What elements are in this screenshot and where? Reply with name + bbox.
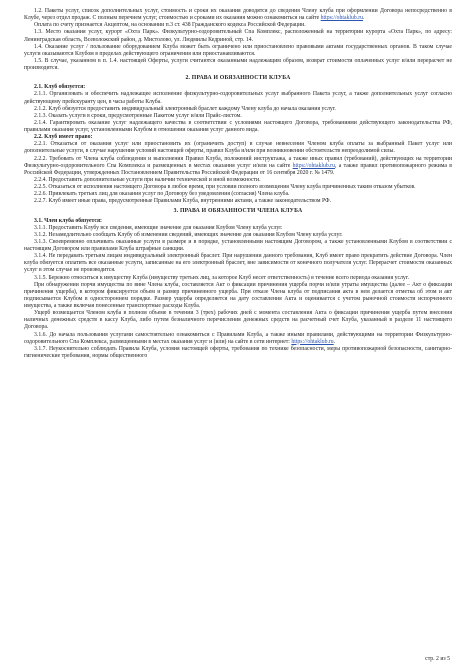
- website-link[interactable]: https://ohtaklub.ru: [292, 162, 335, 169]
- paragraph-text-tail: .: [333, 338, 336, 345]
- paragraph: [24, 239, 452, 253]
- paragraph-text: 2.1.2. Клуб обязуется предоставить индивидуальный электронный браслет каждому Члену клуба до начала оказания услуг.: [34, 105, 336, 112]
- paragraph-text: 2.2.5. Отказаться от исполнения настоящего Договора в любое время, при условии полного возмещения Члену клуба причиненных таким отказом убытков.: [34, 184, 416, 190]
- paragraph-text: 2.2. Клуб имеет право:: [34, 134, 93, 141]
- paragraph-text: 1.3. Место оказания услуг, курорт «Охта Парк». Физкультурно-оздоровительный Спа Комплекс, расположенный на территории курорта «Охта Парк», по адресу: Ленинградская область, Всеволожский район, д. Мистолово, ул. Людмилы Кедриной, стр. 14.: [24, 29, 452, 43]
- paragraph-text: 2.2.1. Отказаться от оказания услуг или приостановить их (ограничить доступ) в случае невнесения Членом клуба оплаты за выбранный Пакет услуг или дополнительные услуги, в случае нарушения условий настоящей оферты, правил Клуба и/или при возникновении обстоятельств непреодолимой силы.: [24, 141, 452, 155]
- paragraph: [24, 8, 452, 22]
- paragraph-text: 2.2.6. Привлекать третьих лиц для оказания услуг по Договору без уведомления (согласия) Члена клуба.: [34, 191, 290, 198]
- paragraph: [24, 177, 452, 184]
- paragraph-text: 2.1.4. Гарантировать оказание услуг надлежащего качества в соответствии с условиями настоящего Договора, требованиями действующего законодательства РФ, правилами оказания услуг, установленными Клубом в отношении оказания услуг данного вида.: [24, 119, 452, 133]
- paragraph-text: 3.1.6. До начала пользования услугами самостоятельно ознакомиться с Правилами Клуба, а также иными правилами, действующими на территории Физкультурно-оздоровительного Спа Комплекса, размещенными в местах оказания услуг и (или) на сайте в сети интернет:: [24, 331, 452, 345]
- paragraph: [24, 198, 452, 205]
- paragraph: [24, 156, 452, 177]
- paragraph: [24, 253, 452, 274]
- paragraph-text: 3.1.4. Не передавать третьим лицам индивидуальный электронный браслет. При нарушении данного требования, Клуб имеет право прекратить действие Договора. Член клуба обязуется оплатить все оказанные услуги, записанные на его электронный браслет, вне зависимости от конечного получателя услуг. Перерасчет стоимости оказанных услуг в этом случае не производится.: [24, 253, 452, 274]
- paragraph-text-tail: .: [362, 15, 365, 22]
- paragraph: [24, 275, 452, 282]
- page-number: стр. 2 из 5: [425, 655, 450, 662]
- paragraph-text: 2.2.4. Предоставить дополнительные услуги при наличии технической и иной возможности.: [34, 176, 261, 183]
- paragraph-text: 1.4. Оказание услуг / пользование оборудованием Клуба может быть ограничено или приостановлено правовыми актами государственных органов. В таком случае услуги оказываются Клубом в пределах действующего ограничения или приостанавливаются.: [24, 43, 452, 57]
- paragraph-text: 2.2.7. Клуб имеет иные права, предусмотренные Правилами Клуба, внутренними актами, а также законодательством РФ.: [34, 198, 332, 205]
- paragraph: [24, 113, 452, 120]
- paragraph: [24, 58, 452, 72]
- paragraph: [24, 44, 452, 58]
- section-heading: [24, 75, 452, 82]
- paragraph-text: 2.1. Клуб обязуется:: [34, 84, 86, 91]
- paragraph-text: 3.1.5. Бережно относиться к имуществу Клуба (имуществу третьих лиц, за которое Клуб несет ответственность) в течение всего периода оказания услуг.: [34, 274, 409, 281]
- subsection-heading: [24, 218, 452, 225]
- paragraph: [24, 225, 452, 232]
- paragraph: [24, 346, 452, 360]
- section-heading: [24, 208, 452, 215]
- paragraph: [24, 106, 452, 113]
- paragraph: [24, 282, 452, 311]
- paragraph-text: 2.2.2. Требовать от Члена клуба соблюдения и выполнения Правил Клуба, положений инструктажа, а также иных правил (требований), действующих на территории Физкультурно-оздоровительного Спа Комплекса и размещенных в местах оказания услуг и/или на сайте: [24, 155, 452, 169]
- paragraph-text: Оплата по счету признается Акцептом, на основании п.3 ст. 438 Гражданского кодекса Российской Федерации.: [34, 22, 306, 29]
- document-body: [24, 8, 452, 360]
- paragraph-text: 3.1.1. Предоставить Клубу все сведения, имеющие значение для оказания Клубом Члену клуба услуг.: [34, 224, 283, 231]
- paragraph-text: 2.1.1. Организовать и обеспечить надлежащее исполнение физкультурно-оздоровительных услуг выбранного Пакета услуг, а также дополнительных услуг согласно действующему прейскуранту цен, в часы работы Клуба.: [24, 91, 452, 105]
- paragraph-text: 2. ПРАВА И ОБЯЗАННОСТИ КЛУБА: [185, 75, 291, 82]
- paragraph-text: 3.1.7. Неукоснительно соблюдать Правила Клуба, условия настоящей оферты, требования по технике безопасности, меры противопожарной безопасности, санитарно-гигиенические требования, нормы общественного: [24, 345, 452, 359]
- website-link[interactable]: https://ohtaklub.ru: [320, 15, 363, 22]
- paragraph-text: 3. ПРАВА И ОБЯЗАННОСТИ ЧЛЕНА КЛУБА: [173, 208, 303, 215]
- paragraph: [24, 141, 452, 155]
- paragraph-text: 3.1. Член клуба обязуется:: [34, 217, 102, 224]
- paragraph: [24, 29, 452, 43]
- paragraph-text: При обнаружении порчи имущества по вине Члена клуба, составляется Акт о фиксации причинения ущерба порчи и/или утраты имущества (далее – Акт о фиксации причинения ущерба), в котором фиксируется объем и размер причиненного ущерба. При отказе Члена клуба от подписания акта в нем делается отметка об этом и акт подписывается Клубом в одностороннем порядке. Размер ущерба определяется на дату составления Акта и оценивается с учетом рыночной стоимости испорченного имущества, а также включая понесенные транспортные расходы Клуба.: [24, 281, 452, 309]
- paragraph: [24, 332, 452, 346]
- paragraph-text: 3.1.3. Своевременно оплачивать оказанные услуги в размере и в порядке, установленными настоящим Договором, а также установленными Клубом в соответствии с настоящим Договором или правилами Клуба штрафные санкции.: [24, 238, 452, 252]
- paragraph-text: Ущерб возмещается Членом клуба в полном объеме в течении 3 (трех) рабочих дней с момента составления Акта о фиксации причинения ущерба путем внесения наличных денежных средств в кассу Клуба, либо путем безналичного перечисления денежных средств на расчетный счет Клуба, указанный в разделе 11 настоящего Договора.: [24, 310, 452, 331]
- paragraph: [24, 232, 452, 239]
- paragraph: [24, 91, 452, 105]
- paragraph-text: 1.5. В случае, указанном в п. 1.4. настоящей Оферты, услуги считаются оказанными надлежащим образом, возврат стоимости оплаченных услуг и/или перерасчет не производится.: [24, 57, 452, 71]
- paragraph-text: 1.2. Пакеты услуг, список дополнительных услуг, стоимость и сроки их оказания доводятся до сведения Члену клуба при оформлении Договора непосредственно в Клубе, через отдел продаж. С полным перечнем услуг, стоимостью и сроками их оказания можно ознакомиться на сайте: [24, 8, 452, 22]
- website-link[interactable]: https://ohtaklub.ru: [291, 338, 334, 345]
- paragraph-text: 2.1.3. Оказать услуги в сроки, предусмотренные Пакетом услуг и/или Прайс-листом.: [34, 112, 242, 119]
- paragraph: [24, 120, 452, 134]
- paragraph-text: 3.1.2. Незамедлительно сообщать Клубу об изменении сведений, имеющих значение для оказания Клубом Члену клуба услуг.: [34, 231, 343, 238]
- paragraph: [24, 310, 452, 331]
- paragraph-text-tail: , а также правил противопожарного режима в Российской Федерации, утвержденных Постановлением Правительства Российской Федерации от 16 сентября 2020 г. № 1479.: [24, 162, 452, 176]
